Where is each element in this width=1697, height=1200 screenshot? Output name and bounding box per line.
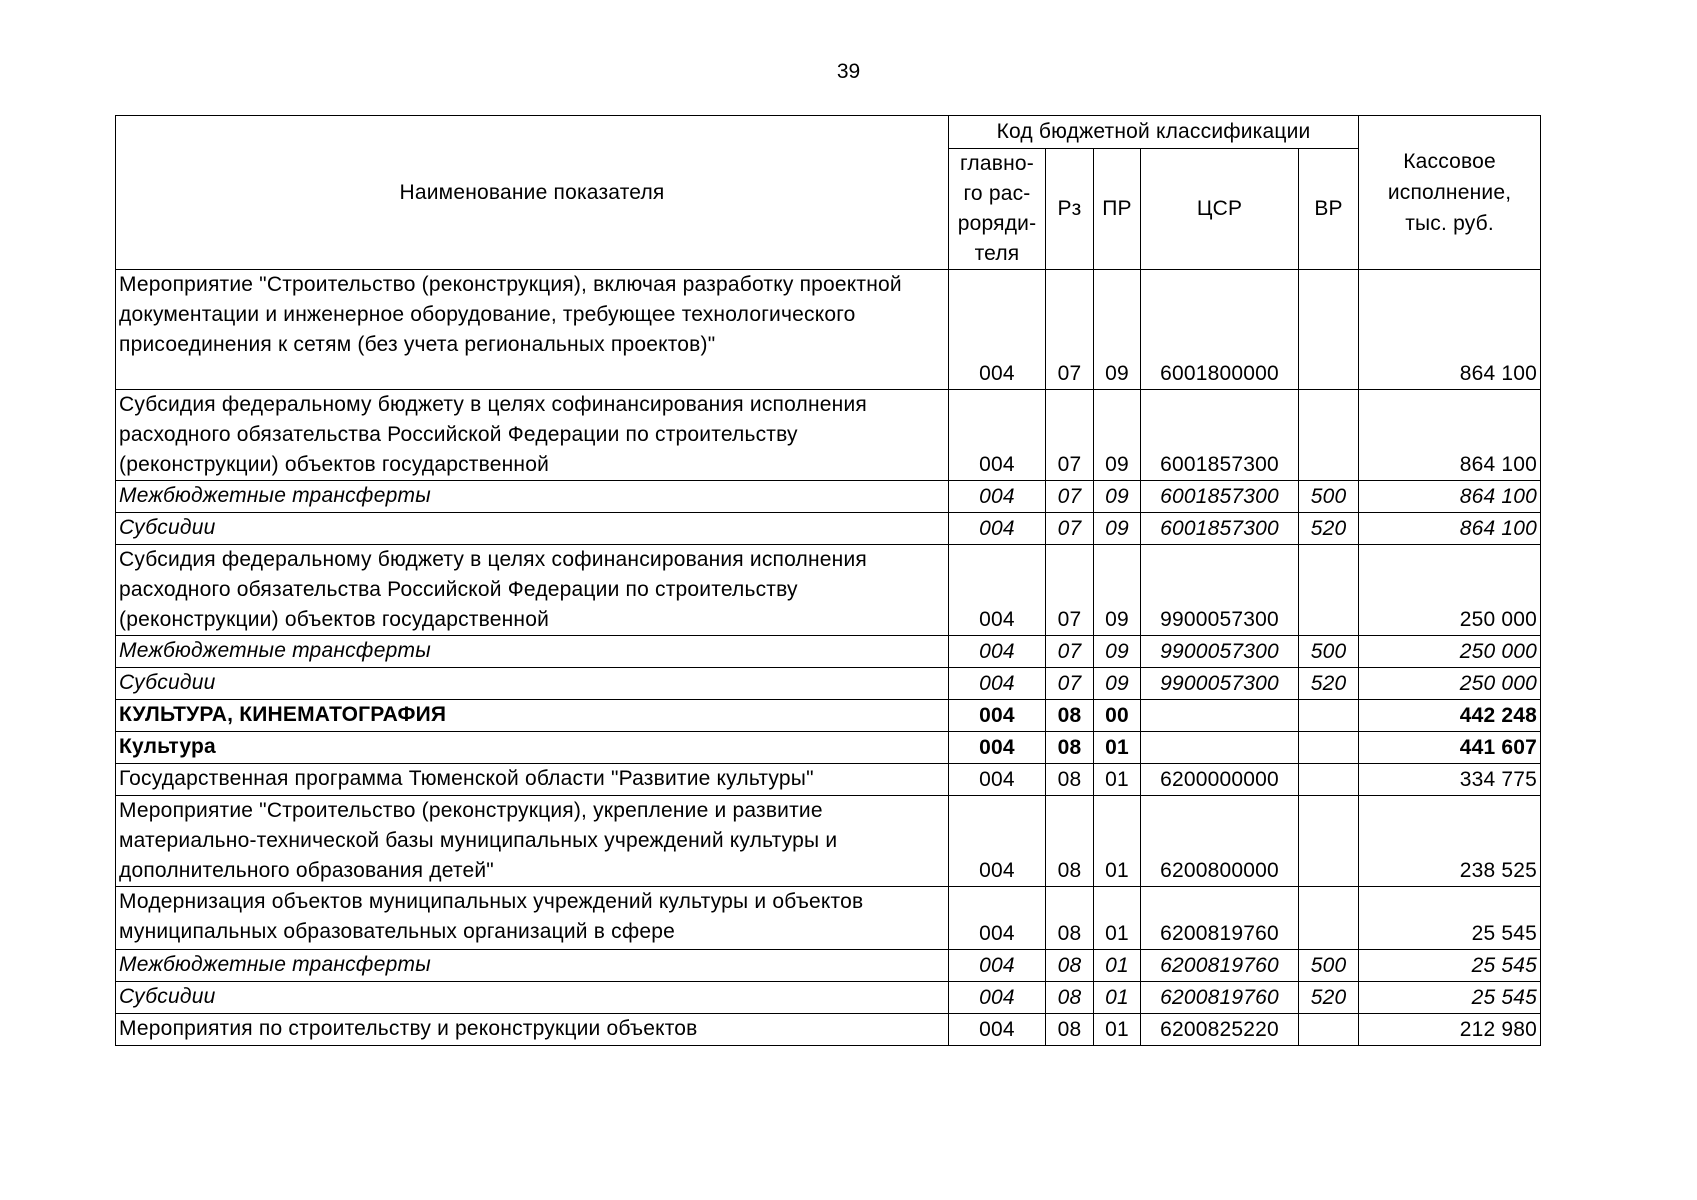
expense-type-code-cell xyxy=(1299,545,1359,636)
table-row xyxy=(116,636,1541,668)
section-code-cell: 08 xyxy=(1046,796,1094,887)
cash-execution-cell: 864 100 xyxy=(1359,390,1541,481)
indicator-name-cell: Субсидия федеральному бюджету в целях софинансирования исполнения расходного обязательства Российской Федерации по строительству (реконструкции) объектов государственной xyxy=(116,390,949,481)
cash-execution-cell: 250 000 xyxy=(1359,545,1541,636)
indicator-name-cell: Культура xyxy=(116,732,949,764)
table-row xyxy=(116,796,1541,887)
expense-type-code-cell xyxy=(1299,390,1359,481)
subsection-code-cell: 01 xyxy=(1094,796,1141,887)
subsection-code-cell: 09 xyxy=(1094,481,1141,513)
cash-execution-cell: 334 775 xyxy=(1359,764,1541,796)
table-row xyxy=(116,668,1541,700)
subsection-code-cell: 09 xyxy=(1094,545,1141,636)
target-article-code-cell: 6001800000 xyxy=(1141,270,1299,390)
table-row xyxy=(116,950,1541,982)
admin-code-cell: 004 xyxy=(949,270,1046,390)
expense-type-code-cell xyxy=(1299,764,1359,796)
target-article-code-cell: 6200819760 xyxy=(1141,950,1299,982)
table-row xyxy=(116,887,1541,950)
budget-execution-table xyxy=(115,115,1541,1046)
target-article-code-cell: 6200819760 xyxy=(1141,887,1299,950)
page-number: 39 xyxy=(836,60,861,83)
header-indicator-name: Наименование показателя xyxy=(116,116,949,270)
admin-code-cell: 004 xyxy=(949,1014,1046,1046)
cash-execution-cell: 25 545 xyxy=(1359,950,1541,982)
cash-execution-cell: 864 100 xyxy=(1359,270,1541,390)
indicator-name-cell: Межбюджетные трансферты xyxy=(116,950,949,982)
table-row xyxy=(116,1014,1541,1046)
section-code-cell: 08 xyxy=(1046,732,1094,764)
admin-code-cell: 004 xyxy=(949,982,1046,1014)
expense-type-code-cell xyxy=(1299,887,1359,950)
admin-code-cell: 004 xyxy=(949,700,1046,732)
target-article-code-cell: 9900057300 xyxy=(1141,668,1299,700)
indicator-name-cell: Государственная программа Тюменской области "Развитие культуры" xyxy=(116,764,949,796)
indicator-name-cell: Субсидии xyxy=(116,668,949,700)
section-code-cell: 07 xyxy=(1046,481,1094,513)
indicator-name-cell: Межбюджетные трансферты xyxy=(116,636,949,668)
indicator-name-cell: Мероприятие "Строительство (реконструкция), укрепление и развитие материально-технической базы муниципальных учреждений культуры и дополнительного образования детей" xyxy=(116,796,949,887)
section-code-cell: 07 xyxy=(1046,270,1094,390)
expense-type-code-cell: 520 xyxy=(1299,668,1359,700)
target-article-code-cell: 6200000000 xyxy=(1141,764,1299,796)
section-code-cell: 08 xyxy=(1046,764,1094,796)
indicator-name-cell: Межбюджетные трансферты xyxy=(116,481,949,513)
target-article-code-cell: 6200819760 xyxy=(1141,982,1299,1014)
section-code-cell: 07 xyxy=(1046,636,1094,668)
section-code-cell: 07 xyxy=(1046,668,1094,700)
subsection-code-cell: 01 xyxy=(1094,950,1141,982)
expense-type-code-cell: 520 xyxy=(1299,982,1359,1014)
table-header xyxy=(116,116,1541,270)
target-article-code-cell xyxy=(1141,732,1299,764)
admin-code-cell: 004 xyxy=(949,950,1046,982)
table-body xyxy=(116,270,1541,1046)
target-article-code-cell: 6200800000 xyxy=(1141,796,1299,887)
table-row xyxy=(116,982,1541,1014)
cash-execution-cell: 441 607 xyxy=(1359,732,1541,764)
section-code-cell: 07 xyxy=(1046,545,1094,636)
header-expense-type: ВР xyxy=(1299,149,1359,270)
table-row xyxy=(116,513,1541,545)
expense-type-code-cell: 500 xyxy=(1299,636,1359,668)
section-code-cell: 07 xyxy=(1046,513,1094,545)
header-target-article: ЦСР xyxy=(1141,149,1299,270)
target-article-code-cell: 6200825220 xyxy=(1141,1014,1299,1046)
subsection-code-cell: 01 xyxy=(1094,764,1141,796)
table-row xyxy=(116,481,1541,513)
cash-execution-cell: 25 545 xyxy=(1359,887,1541,950)
expense-type-code-cell xyxy=(1299,270,1359,390)
header-chief-administrator: главно- го рас- pоряди- теля xyxy=(949,149,1046,270)
indicator-name-cell: Мероприятия по строительству и реконструкции объектов xyxy=(116,1014,949,1046)
admin-code-cell: 004 xyxy=(949,764,1046,796)
subsection-code-cell: 09 xyxy=(1094,513,1141,545)
subsection-code-cell: 01 xyxy=(1094,1014,1141,1046)
admin-code-cell: 004 xyxy=(949,732,1046,764)
cash-execution-cell: 25 545 xyxy=(1359,982,1541,1014)
header-cash-execution: Кассовое исполнение, тыс. руб. xyxy=(1359,116,1541,270)
table-row xyxy=(116,764,1541,796)
cash-execution-cell: 238 525 xyxy=(1359,796,1541,887)
indicator-name-cell: КУЛЬТУРА, КИНЕМАТОГРАФИЯ xyxy=(116,700,949,732)
expense-type-code-cell: 500 xyxy=(1299,950,1359,982)
table-row xyxy=(116,390,1541,481)
target-article-code-cell: 9900057300 xyxy=(1141,545,1299,636)
header-section: Рз xyxy=(1046,149,1094,270)
cash-execution-cell: 212 980 xyxy=(1359,1014,1541,1046)
indicator-name-cell: Субсидия федеральному бюджету в целях софинансирования исполнения расходного обязательства Российской Федерации по строительству (реконструкции) объектов государственной xyxy=(116,545,949,636)
cash-execution-cell: 864 100 xyxy=(1359,481,1541,513)
admin-code-cell: 004 xyxy=(949,545,1046,636)
table-row xyxy=(116,700,1541,732)
admin-code-cell: 004 xyxy=(949,636,1046,668)
admin-code-cell: 004 xyxy=(949,796,1046,887)
section-code-cell: 08 xyxy=(1046,887,1094,950)
subsection-code-cell: 01 xyxy=(1094,887,1141,950)
indicator-name-cell: Модернизация объектов муниципальных учреждений культуры и объектов муниципальных образовательных организаций в сфере xyxy=(116,887,949,950)
target-article-code-cell: 9900057300 xyxy=(1141,636,1299,668)
header-budget-classification-code: Код бюджетной классификации xyxy=(949,116,1359,149)
table-row xyxy=(116,732,1541,764)
expense-type-code-cell xyxy=(1299,1014,1359,1046)
admin-code-cell: 004 xyxy=(949,513,1046,545)
target-article-code-cell: 6001857300 xyxy=(1141,513,1299,545)
expense-type-code-cell: 500 xyxy=(1299,481,1359,513)
subsection-code-cell: 09 xyxy=(1094,636,1141,668)
expense-type-code-cell xyxy=(1299,700,1359,732)
cash-execution-cell: 250 000 xyxy=(1359,668,1541,700)
section-code-cell: 08 xyxy=(1046,982,1094,1014)
cash-execution-cell: 442 248 xyxy=(1359,700,1541,732)
header-subsection: ПР xyxy=(1094,149,1141,270)
indicator-name-cell: Субсидии xyxy=(116,982,949,1014)
admin-code-cell: 004 xyxy=(949,481,1046,513)
subsection-code-cell: 01 xyxy=(1094,732,1141,764)
table-row xyxy=(116,270,1541,390)
admin-code-cell: 004 xyxy=(949,887,1046,950)
cash-execution-cell: 864 100 xyxy=(1359,513,1541,545)
section-code-cell: 08 xyxy=(1046,950,1094,982)
admin-code-cell: 004 xyxy=(949,390,1046,481)
section-code-cell: 07 xyxy=(1046,390,1094,481)
expense-type-code-cell xyxy=(1299,732,1359,764)
subsection-code-cell: 09 xyxy=(1094,390,1141,481)
target-article-code-cell xyxy=(1141,700,1299,732)
subsection-code-cell: 01 xyxy=(1094,982,1141,1014)
subsection-code-cell: 09 xyxy=(1094,668,1141,700)
subsection-code-cell: 09 xyxy=(1094,270,1141,390)
subsection-code-cell: 00 xyxy=(1094,700,1141,732)
section-code-cell: 08 xyxy=(1046,1014,1094,1046)
section-code-cell: 08 xyxy=(1046,700,1094,732)
target-article-code-cell: 6001857300 xyxy=(1141,390,1299,481)
indicator-name-cell: Субсидии xyxy=(116,513,949,545)
table-row xyxy=(116,545,1541,636)
target-article-code-cell: 6001857300 xyxy=(1141,481,1299,513)
expense-type-code-cell: 520 xyxy=(1299,513,1359,545)
expense-type-code-cell xyxy=(1299,796,1359,887)
admin-code-cell: 004 xyxy=(949,668,1046,700)
indicator-name-cell: Мероприятие "Строительство (реконструкция), включая разработку проектной документации и инженерное оборудование, требующее технологического присоединения к сетям (без учета региональных проектов)" xyxy=(116,270,949,390)
cash-execution-cell: 250 000 xyxy=(1359,636,1541,668)
